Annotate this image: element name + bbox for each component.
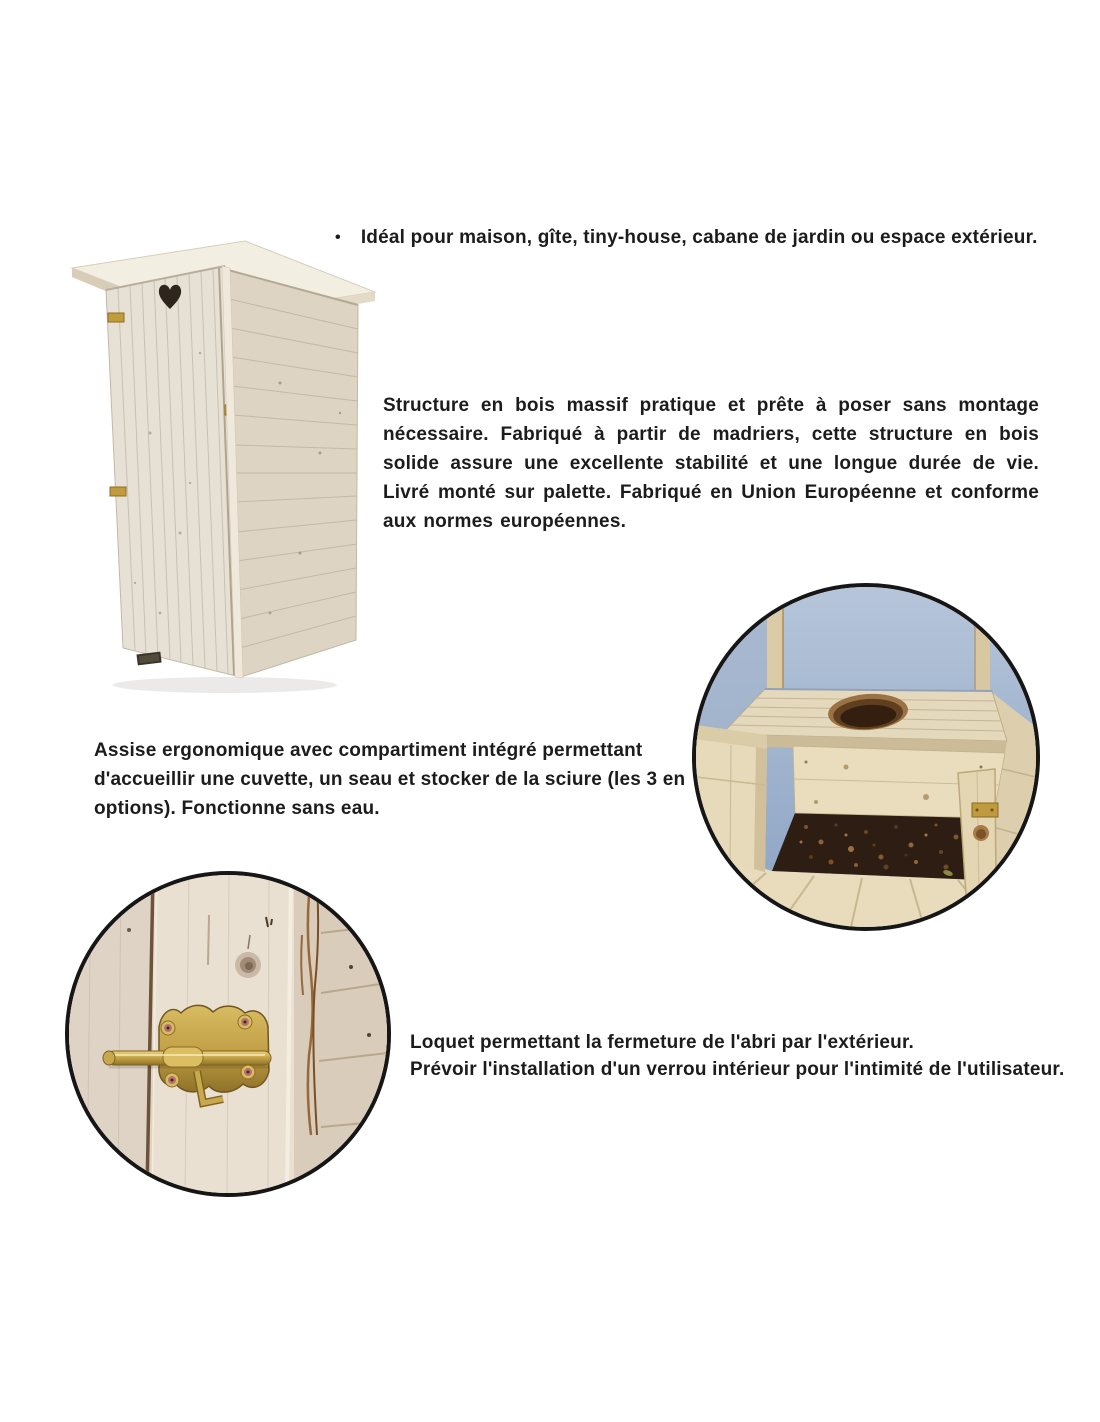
bullet-marker: • (335, 229, 341, 246)
latch-paragraph-line1: Loquet permettant la fermeture de l'abri par l'extérieur. (410, 1032, 915, 1053)
seat-paragraph: Assise ergonomique avec compartiment intégré permettant d'accueillir une cuvette, un seau et stocker de la sciure (les 3 en options). Fonctionne sans eau. (94, 740, 686, 819)
ground-shadow (113, 677, 337, 693)
hinge-top (108, 313, 124, 322)
bench-seat (722, 689, 1007, 741)
latch-paragraph (410, 1029, 1064, 1083)
left-plank (69, 875, 153, 1193)
latch-illustration (69, 875, 387, 1193)
feature-bullet-item (335, 226, 1060, 250)
front-wall-door (106, 266, 240, 677)
outhouse-illustration (60, 233, 400, 703)
latch-paragraph-line2: Prévoir l'installation d'un verrou intérieur pour l'intimité de l'utilisateur. (410, 1059, 1065, 1080)
structure-paragraph: Structure en bois massif pratique et prête à poser sans montage nécessaire. Fabriqué à partir de madriers, cette structure en bois solide assure une excellente stabilité et une longue durée de vie. Livré monté sur palette. Fabriqué en Union Européenne et conforme aux normes européennes. (383, 395, 1039, 532)
side-wall (228, 270, 358, 677)
product-label-tag (136, 652, 161, 666)
soil-compartment (772, 813, 993, 880)
left-bench-arm (696, 725, 767, 872)
outhouse-exterior-photo (60, 233, 400, 703)
seat-interior-photo (692, 583, 1040, 931)
seat-illustration (696, 587, 1036, 927)
latch-closeup-photo (65, 871, 391, 1197)
feature-bullet-text: Idéal pour maison, gîte, tiny-house, cabane de jardin ou espace extérieur. (360, 227, 1038, 248)
hinge-bottom (110, 487, 126, 496)
